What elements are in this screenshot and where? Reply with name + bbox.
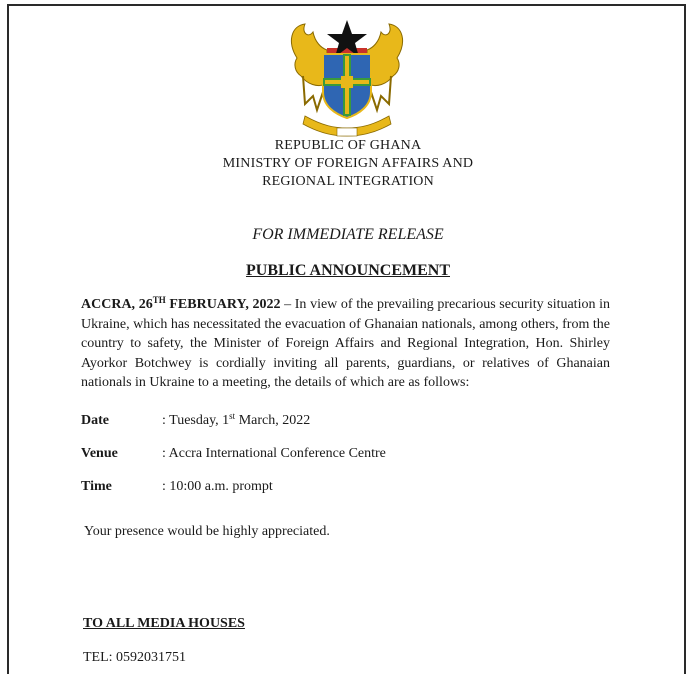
time-value: : 10:00 a.m. prompt <box>162 479 273 494</box>
republic-of-ghana-heading: REPUBLIC OF GHANA <box>274 138 422 153</box>
time-label: Time <box>81 479 112 494</box>
venue-value: : Accra International Conference Centre <box>162 446 386 461</box>
dateline: ACCRA, 26TH FEBRUARY, 2022 <box>81 295 281 312</box>
release-notice: FOR IMMEDIATE RELEASE <box>252 226 444 243</box>
ministry-heading-line1: MINISTRY OF FOREIGN AFFAIRS AND <box>222 156 474 171</box>
venue-label: Venue <box>81 446 118 461</box>
ghana-coat-of-arms-icon <box>283 18 411 138</box>
announcement-title: PUBLIC ANNOUNCEMENT <box>245 262 450 279</box>
date-label: Date <box>81 413 109 428</box>
closing-text: Your presence would be highly appreciated. <box>84 524 330 539</box>
date-value: : Tuesday, 1st March, 2022 <box>162 411 311 428</box>
telephone-number: TEL: 0592031751 <box>83 650 187 665</box>
media-houses-heading: TO ALL MEDIA HOUSES <box>83 616 245 631</box>
ministry-heading-line2: REGIONAL INTEGRATION <box>262 174 434 189</box>
announcement-body <box>81 295 610 393</box>
body-text: – In view of the prevailing precarious security situation in Ukraine, which has necessitated the evacuation of Ghanaian nationals, among others, from the country to safety, the Minister of Foreign Affairs and Regional Integration, Hon. Shirley Ayorkor Botchwey is cordially inviting all parents, guardians, or relatives of Ghanaian nationals in Ukraine to a meeting, the details of which are as follows: <box>81 297 610 390</box>
